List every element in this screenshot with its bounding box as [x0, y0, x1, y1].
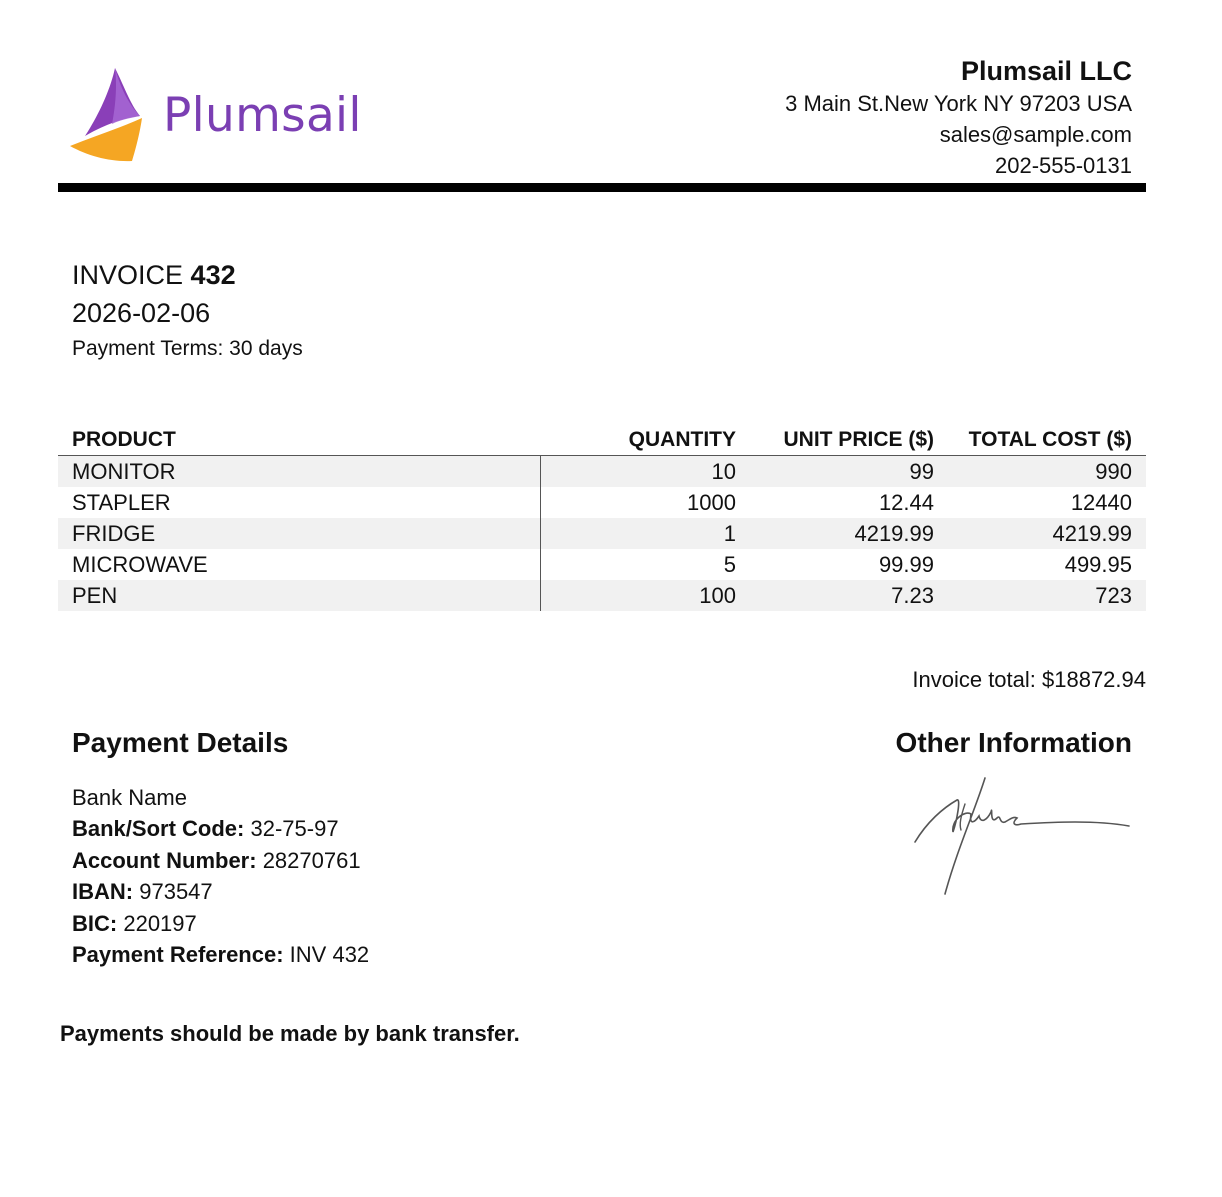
header-quantity: QUANTITY [540, 424, 750, 456]
cell-total-cost: 499.95 [1064, 551, 1132, 577]
other-information-heading: Other Information [895, 727, 1132, 758]
reference-value: INV 432 [289, 942, 370, 968]
sail-icon [70, 66, 160, 166]
company-phone: 202-555-0131 [994, 153, 1132, 178]
invoice-total: Invoice total: $18872.94 [912, 667, 1146, 692]
cell-product: MONITOR [58, 456, 540, 488]
cell-quantity: 1 [540, 518, 750, 549]
cell-quantity: 1000 [687, 489, 736, 515]
invoice-number: 432 [190, 260, 236, 290]
items-table [58, 424, 1146, 611]
logo-wordmark: Plumsail [163, 88, 362, 143]
company-name: Plumsail LLC [960, 56, 1132, 86]
cell-quantity: 10 [540, 456, 750, 488]
account-label: Account Number: [72, 847, 257, 873]
payment-note: Payments should be made by bank transfer. [60, 1021, 520, 1046]
cell-product: PEN [58, 580, 540, 611]
header-divider [58, 183, 1146, 192]
iban-label: IBAN: [72, 879, 134, 905]
bic-label: BIC: [72, 910, 118, 936]
cell-product: FRIDGE [58, 518, 540, 549]
cell-unit-price: 4219.99 [750, 518, 948, 549]
cell-unit-price: 99 [750, 456, 948, 488]
invoice-date: 2026-02-06 [72, 298, 211, 328]
header-unit-price: UNIT PRICE ($) [750, 424, 948, 456]
bic-value: 220197 [123, 910, 197, 936]
sort-code-label: Bank/Sort Code: [72, 816, 245, 842]
iban-line [72, 876, 369, 907]
invoice-meta [72, 256, 303, 366]
bic-line [72, 908, 369, 939]
company-info [785, 54, 1132, 181]
account-line [72, 845, 369, 876]
cell-product: STAPLER [58, 487, 540, 518]
reference-line [72, 939, 369, 970]
payment-terms: Payment Terms: 30 days [72, 337, 303, 360]
cell-total-cost: 12440 [1070, 489, 1132, 515]
table-header-row [58, 424, 1146, 456]
company-email: sales@sample.com [939, 122, 1132, 147]
cell-quantity: 100 [540, 580, 750, 611]
cell-total-cost: 4219.99 [948, 518, 1146, 549]
header-total-cost: TOTAL COST ($) [948, 424, 1146, 456]
signature-image [905, 770, 1135, 900]
cell-total-cost: 990 [948, 456, 1146, 488]
invoice-title [72, 256, 303, 294]
cell-unit-price: 99.99 [878, 551, 934, 577]
reference-label: Payment Reference: [72, 942, 284, 968]
plumsail-logo [70, 66, 370, 166]
iban-value: 973547 [139, 879, 213, 905]
header-product: PRODUCT [58, 424, 540, 456]
account-value: 28270761 [262, 847, 361, 873]
table-row [58, 487, 1146, 518]
bank-name: Bank Name [72, 785, 187, 810]
cell-product: MICROWAVE [58, 549, 540, 580]
sort-code-value: 32-75-97 [250, 816, 339, 842]
table-row [58, 518, 1146, 549]
payment-details [72, 782, 369, 970]
table-row [58, 549, 1146, 580]
payment-details-heading: Payment Details [72, 727, 289, 758]
table-row [58, 580, 1146, 611]
cell-unit-price: 7.23 [750, 580, 948, 611]
cell-quantity: 5 [723, 551, 736, 577]
company-address: 3 Main St.New York NY 97203 USA [785, 91, 1132, 116]
table-row [58, 456, 1146, 488]
invoice-label: INVOICE [72, 260, 184, 290]
cell-total-cost: 723 [948, 580, 1146, 611]
sort-code-line [72, 813, 369, 844]
cell-unit-price: 12.44 [878, 489, 934, 515]
